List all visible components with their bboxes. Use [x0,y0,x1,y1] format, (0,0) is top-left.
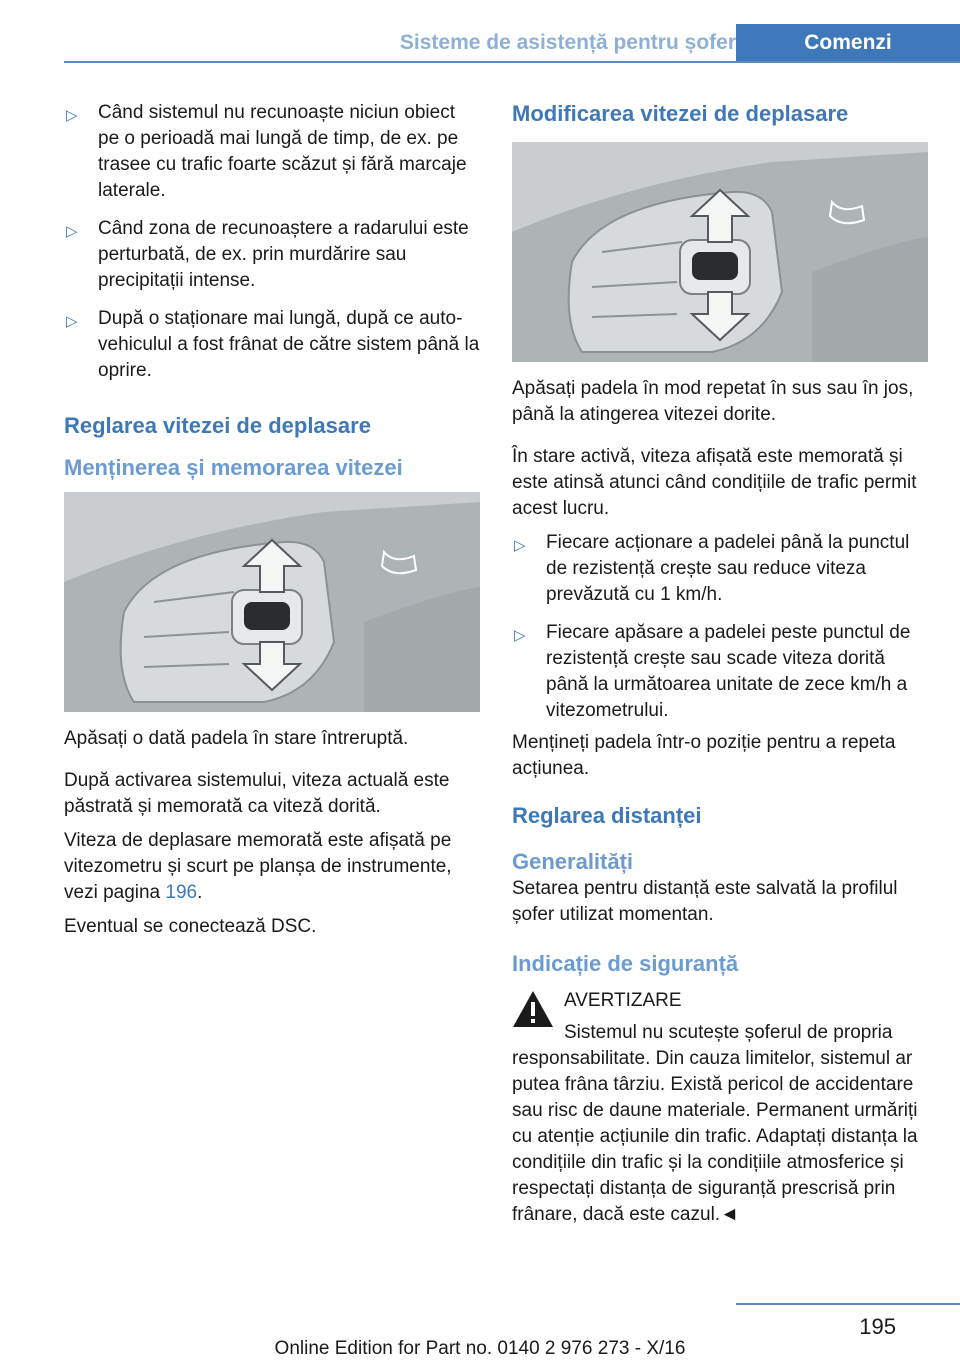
triangle-bullet-icon: ▷ [66,313,78,330]
paragraph: Apăsați o dată padela în stare întreruptă. [64,728,409,749]
paragraph: În stare activă, viteza afișată este memorată și este atinsă atunci când condițiile de trafic permit acest lucru. [512,446,917,519]
warning-triangle-icon [512,990,554,1028]
left-bullet-list [64,100,480,384]
left-column [64,100,480,952]
paragraph: Mențineți padela într-o poziție pentru a repeta acțiunea. [512,732,896,779]
subheading-general: Generalități [512,849,634,874]
section-heading-distance: Reglarea distanței [512,803,702,828]
warning-text: Sistemul nu scutește șoferul de propria responsabilitate. Din cauza limitelor, sistemul ar putea frâna târziu. Există pericol de accidentare sau risc de daune materiale. Permanent urmăriți cu atenție acțiunile din trafic. Adaptați distanța la condițiile din trafic și la condițiile atmosferice și respectați distanța de siguranță prescrisă prin frânare, dacă este cazul.◄ [512,1022,918,1225]
list-item: ▷ Când sistemul nu recunoaște niciun obiect pe o perioadă mai lungă de timp, de ex. pe trasee cu trafic foarte scăzut și fără marcaje laterale. [66,102,467,201]
warning-label: AVERTIZARE [564,990,682,1011]
page-number: 195 [859,1314,896,1339]
paragraph: Eventual se conectează DSC. [64,916,317,937]
header-divider [64,61,960,63]
subheading-safety-note: Indicație de siguranță [512,951,739,976]
triangle-bullet-icon: ▷ [66,107,78,124]
footer-divider [736,1303,960,1305]
triangle-bullet-icon: ▷ [514,537,526,554]
subheading-keep-store-speed: Menținerea și memorarea vitezei [64,455,403,480]
section-heading-speed-adjust: Reglarea vitezei de deplasare [64,413,371,438]
paragraph: Setarea pentru distanță este salvată la profilul șofer utilizat momentan. [512,878,898,925]
triangle-bullet-icon: ▷ [66,223,78,240]
steering-wheel-paddle-image [64,492,480,712]
list-item: ▷ Fiecare acționare a padelei până la punctul de rezistență crește sau reduce viteza prevăzută cu 1 km/h. [514,532,910,605]
footer-edition-text: Online Edition for Part no. 0140 2 976 273 - X/16 [274,1338,686,1359]
warning-block [512,988,928,1228]
paragraph: După activarea sistemului, viteza actuală este păstrată și memorată ca viteză dorită. [64,770,450,817]
page-reference-link[interactable]: 196 [165,882,198,903]
triangle-bullet-icon: ▷ [514,627,526,644]
right-bullet-list [512,530,928,724]
right-column [512,100,928,1228]
list-item: ▷ Când zona de recunoaștere a radarului este perturbată, de ex. prin murdărire sau precipitații intense. [66,218,469,291]
paragraph: Viteza de deplasare memorată este afișată pe vitezometru și scurt pe planșa de instrumente, vezi pagina 196. [64,830,452,903]
section-heading-modify-speed: Modificarea vitezei de deplasare [512,101,849,126]
list-item: ▷ După o staționare mai lungă, după ce autovehiculul a fost frânat de către sistem până la oprire. [66,308,480,381]
steering-wheel-paddle-image [512,142,928,362]
header-chapter-tab[interactable]: Comenzi [736,24,960,62]
paragraph: Apăsați padela în mod repetat în sus sau în jos, până la atingerea vitezei dorite. [512,378,914,425]
page-header [0,0,960,62]
header-section-title: Sisteme de asistență pentru șofer [399,31,736,54]
list-item: ▷ Fiecare apăsare a padelei peste punctul de rezistență crește sau scade viteza dorită până la următoarea unitate de zece km/h a vitezometrului. [514,622,911,721]
